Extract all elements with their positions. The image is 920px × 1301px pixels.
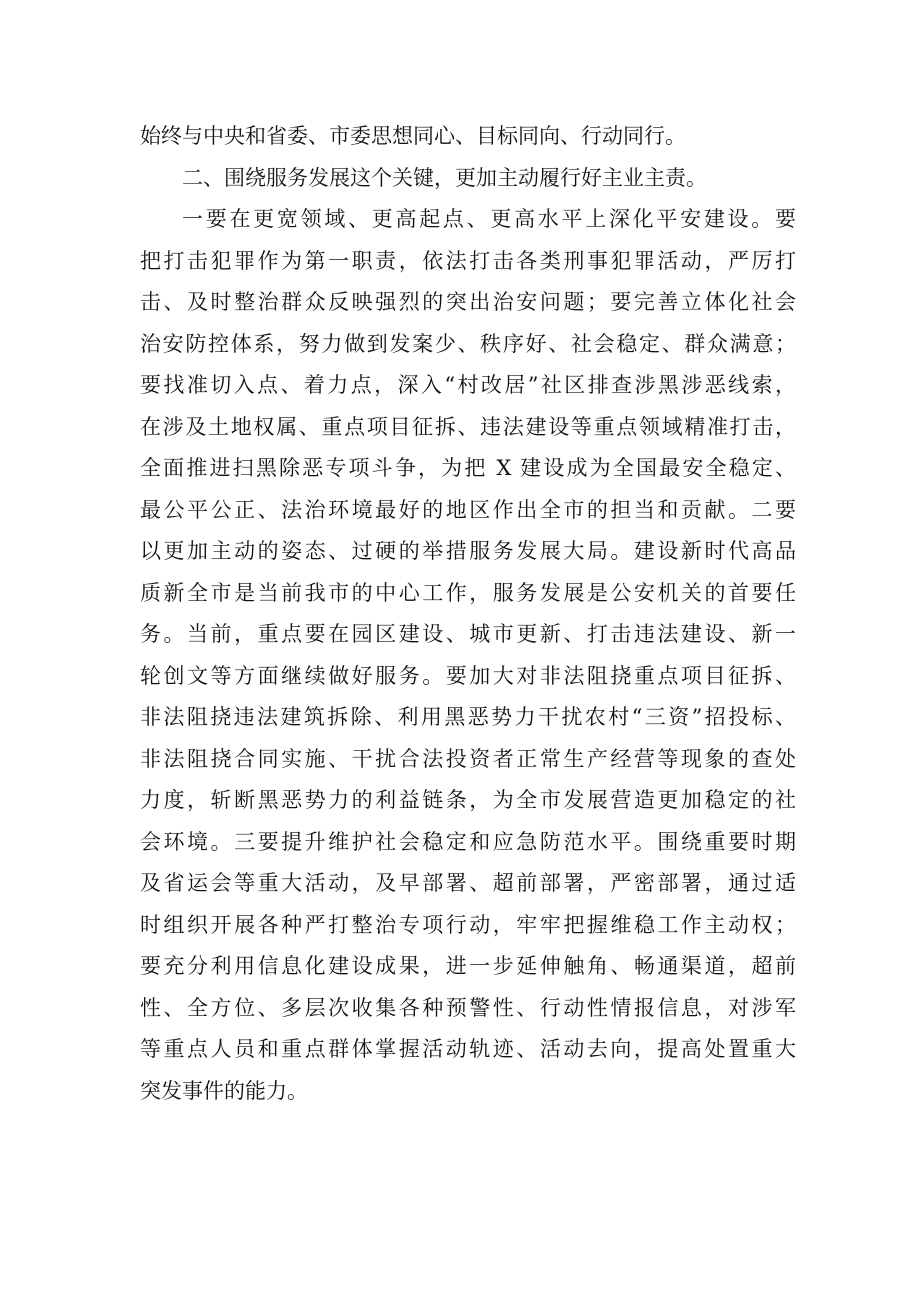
paragraph xyxy=(140,116,796,158)
text-line: 一要在更宽领域、更高起点、更高水平上深化平安建设。要 xyxy=(182,207,796,231)
text-line: 会环境。三要提升维护社会稳定和应急防范水平。围绕重要时期 xyxy=(140,829,796,854)
text-line: 力度，斩断黑恶势力的利益链条，为全市发展营造更加稳定的社 xyxy=(140,788,796,812)
text-line: 性、全方位、多层次收集各种预警性、行动性情报信息，对涉军 xyxy=(140,995,796,1020)
text-line: 要充分利用信息化建设成果，进一步延伸触角、畅通渠道，超前 xyxy=(140,954,796,978)
text-line: 在涉及土地权属、重点项目征拆、违法建设等重点领域精准打击， xyxy=(140,414,796,439)
text-line: 最公平公正、法治环境最好的地区作出全市的担当和贡献。二要 xyxy=(140,497,796,522)
text-line: 治安防控体系，努力做到发案少、秩序好、社会稳定、群众满意； xyxy=(140,331,796,356)
text-line: 时组织开展各种严打整治专项行动，牢牢把握维稳工作主动权； xyxy=(140,912,796,937)
text-line: 务。当前，重点要在园区建设、城市更新、打击违法建设、新一 xyxy=(140,622,796,646)
text-line: 击、及时整治群众反映强烈的突出治安问题；要完善立体化社会 xyxy=(140,290,796,314)
text-line: 始终与中央和省委、市委思想同心、目标同向、行动同行。 xyxy=(140,124,686,148)
text-line: 非法阻挠合同实施、干扰合法投资者正常生产经营等现象的查处 xyxy=(140,746,796,771)
text-line: 二、围绕服务发展这个关键，更加主动履行好主业主责。 xyxy=(182,165,707,190)
text-line: 突发事件的能力。 xyxy=(140,1078,308,1103)
text-line: 把打击犯罪作为第一职责，依法打击各类刑事犯罪活动，严厉打 xyxy=(140,248,796,273)
text-line: 非法阻挠违法建筑拆除、利用黑恶势力干扰农村“三资”招投标、 xyxy=(140,705,796,729)
text-line: 要找准切入点、着力点，深入“村改居”社区排查涉黑涉恶线索， xyxy=(140,373,796,397)
text-line: 及省运会等重大活动，及早部署、超前部署，严密部署，通过适 xyxy=(140,871,796,895)
text-line: 质新全市是当前我市的中心工作，服务发展是公安机关的首要任 xyxy=(140,580,796,605)
text-line: 轮创文等方面继续做好服务。要加大对非法阻挠重点项目征拆、 xyxy=(140,663,796,688)
text-line: 全面推进扫黑除恶专项斗争，为把 X 建设成为全国最安全稳定、 xyxy=(140,456,796,480)
paragraph xyxy=(140,199,796,1112)
section-heading xyxy=(140,158,796,200)
text-line: 等重点人员和重点群体掌握活动轨迹、活动去向，提高处置重大 xyxy=(140,1037,796,1061)
document-body xyxy=(140,116,796,1112)
text-line: 以更加主动的姿态、过硬的举措服务发展大局。建设新时代高品 xyxy=(140,539,796,563)
